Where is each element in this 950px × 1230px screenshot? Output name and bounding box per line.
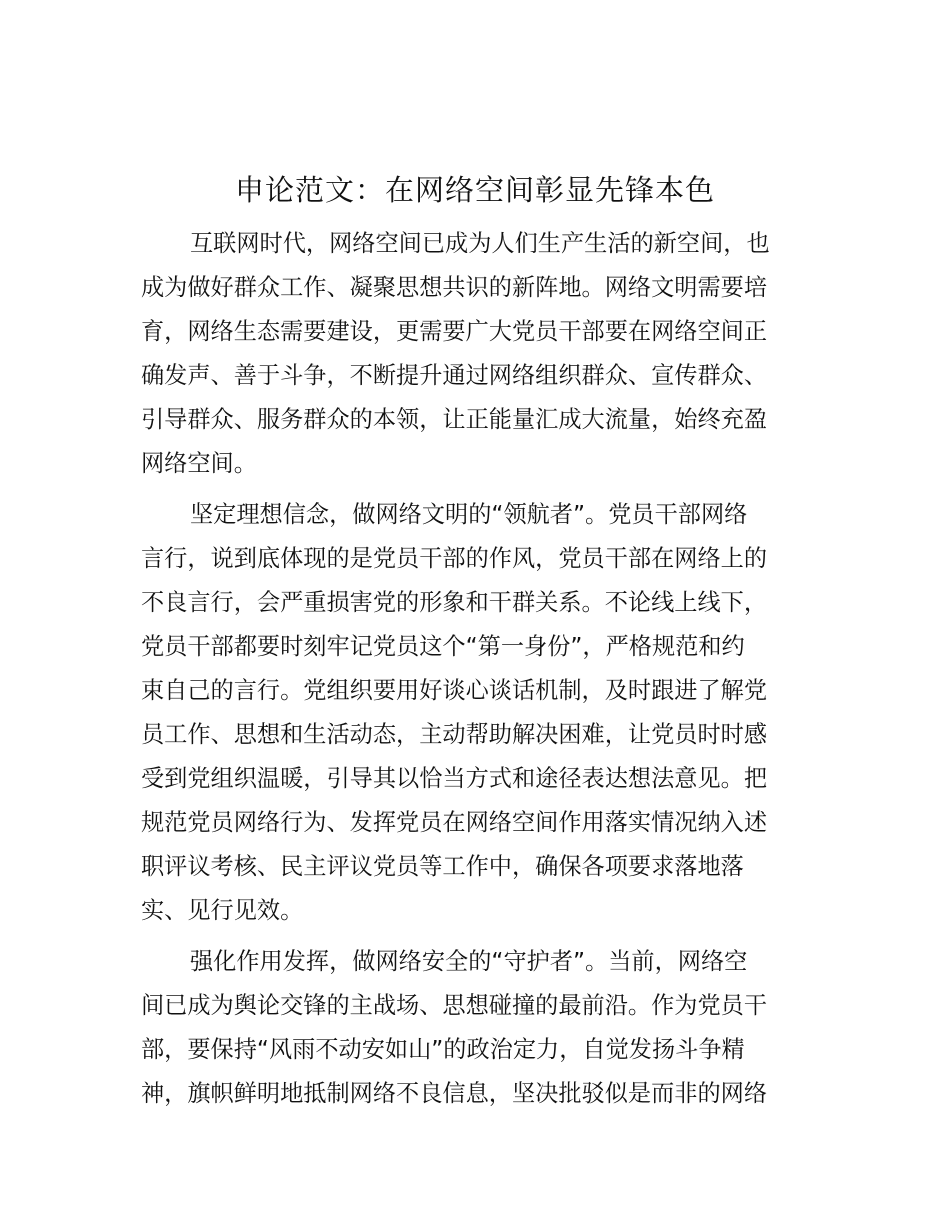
paragraph-2-line-2: 言行，说到底体现的是党员干部的作风，党员干部在网络上的 xyxy=(141,545,768,572)
paragraph-2-line-8: 规范党员网络行为、发挥党员在网络空间作用落实情况纳入述 xyxy=(141,809,768,836)
paragraph-2-line-1: 坚定理想信念，做网络文明的“领航者”。党员干部网络 xyxy=(190,501,748,528)
paragraph-3-line-4: 神，旗帜鲜明地抵制网络不良信息，坚决批驳似是而非的网络 xyxy=(141,1080,768,1107)
paragraph-3-line-2: 间已成为舆论交锋的主战场、思想碰撞的最前沿。作为党员干 xyxy=(141,992,768,1019)
paragraph-2-line-9: 职评议考核、民主评议党员等工作中，确保各项要求落地落 xyxy=(141,853,744,880)
paragraph-1-line-2: 成为做好群众工作、凝聚思想共识的新阵地。网络文明需要培 xyxy=(141,274,768,301)
paragraph-1-line-6: 网络空间。 xyxy=(141,450,257,477)
paragraph-3-line-3: 部，要保持“风雨不动安如山”的政治定力，自觉发扬斗争精 xyxy=(141,1036,745,1063)
paragraph-2-line-6: 员工作、思想和生活动态，主动帮助解决困难，让党员时时感 xyxy=(141,721,768,748)
paragraph-2-line-3: 不良言行，会严重损害党的形象和干群关系。不论线上线下， xyxy=(141,589,768,616)
paragraph-3-line-1: 强化作用发挥，做网络安全的“守护者”。当前，网络空 xyxy=(190,948,748,975)
document-title: 申论范文：在网络空间彰显先锋本色 xyxy=(234,173,715,207)
paragraph-2-line-7: 受到党组织温暖，引导其以恰当方式和途径表达想法意见。把 xyxy=(141,765,768,792)
paragraph-1-line-3: 育，网络生态需要建设，更需要广大党员干部要在网络空间正 xyxy=(141,318,768,345)
paragraph-1-line-5: 引导群众、服务群众的本领，让正能量汇成大流量，始终充盈 xyxy=(141,406,768,433)
paragraph-2-line-5: 束自己的言行。党组织要用好谈心谈话机制，及时跟进了解党 xyxy=(141,677,768,704)
paragraph-2-line-4: 党员干部都要时刻牢记党员这个“第一身份”，严格规范和约 xyxy=(141,633,745,660)
paragraph-2-line-10: 实、见行见效。 xyxy=(141,897,304,924)
paragraph-1-line-1: 互联网时代，网络空间已成为人们生产生活的新空间，也 xyxy=(190,230,770,257)
paragraph-1-line-4: 确发声、善于斗争，不断提升通过网络组织群众、宣传群众、 xyxy=(141,362,768,389)
